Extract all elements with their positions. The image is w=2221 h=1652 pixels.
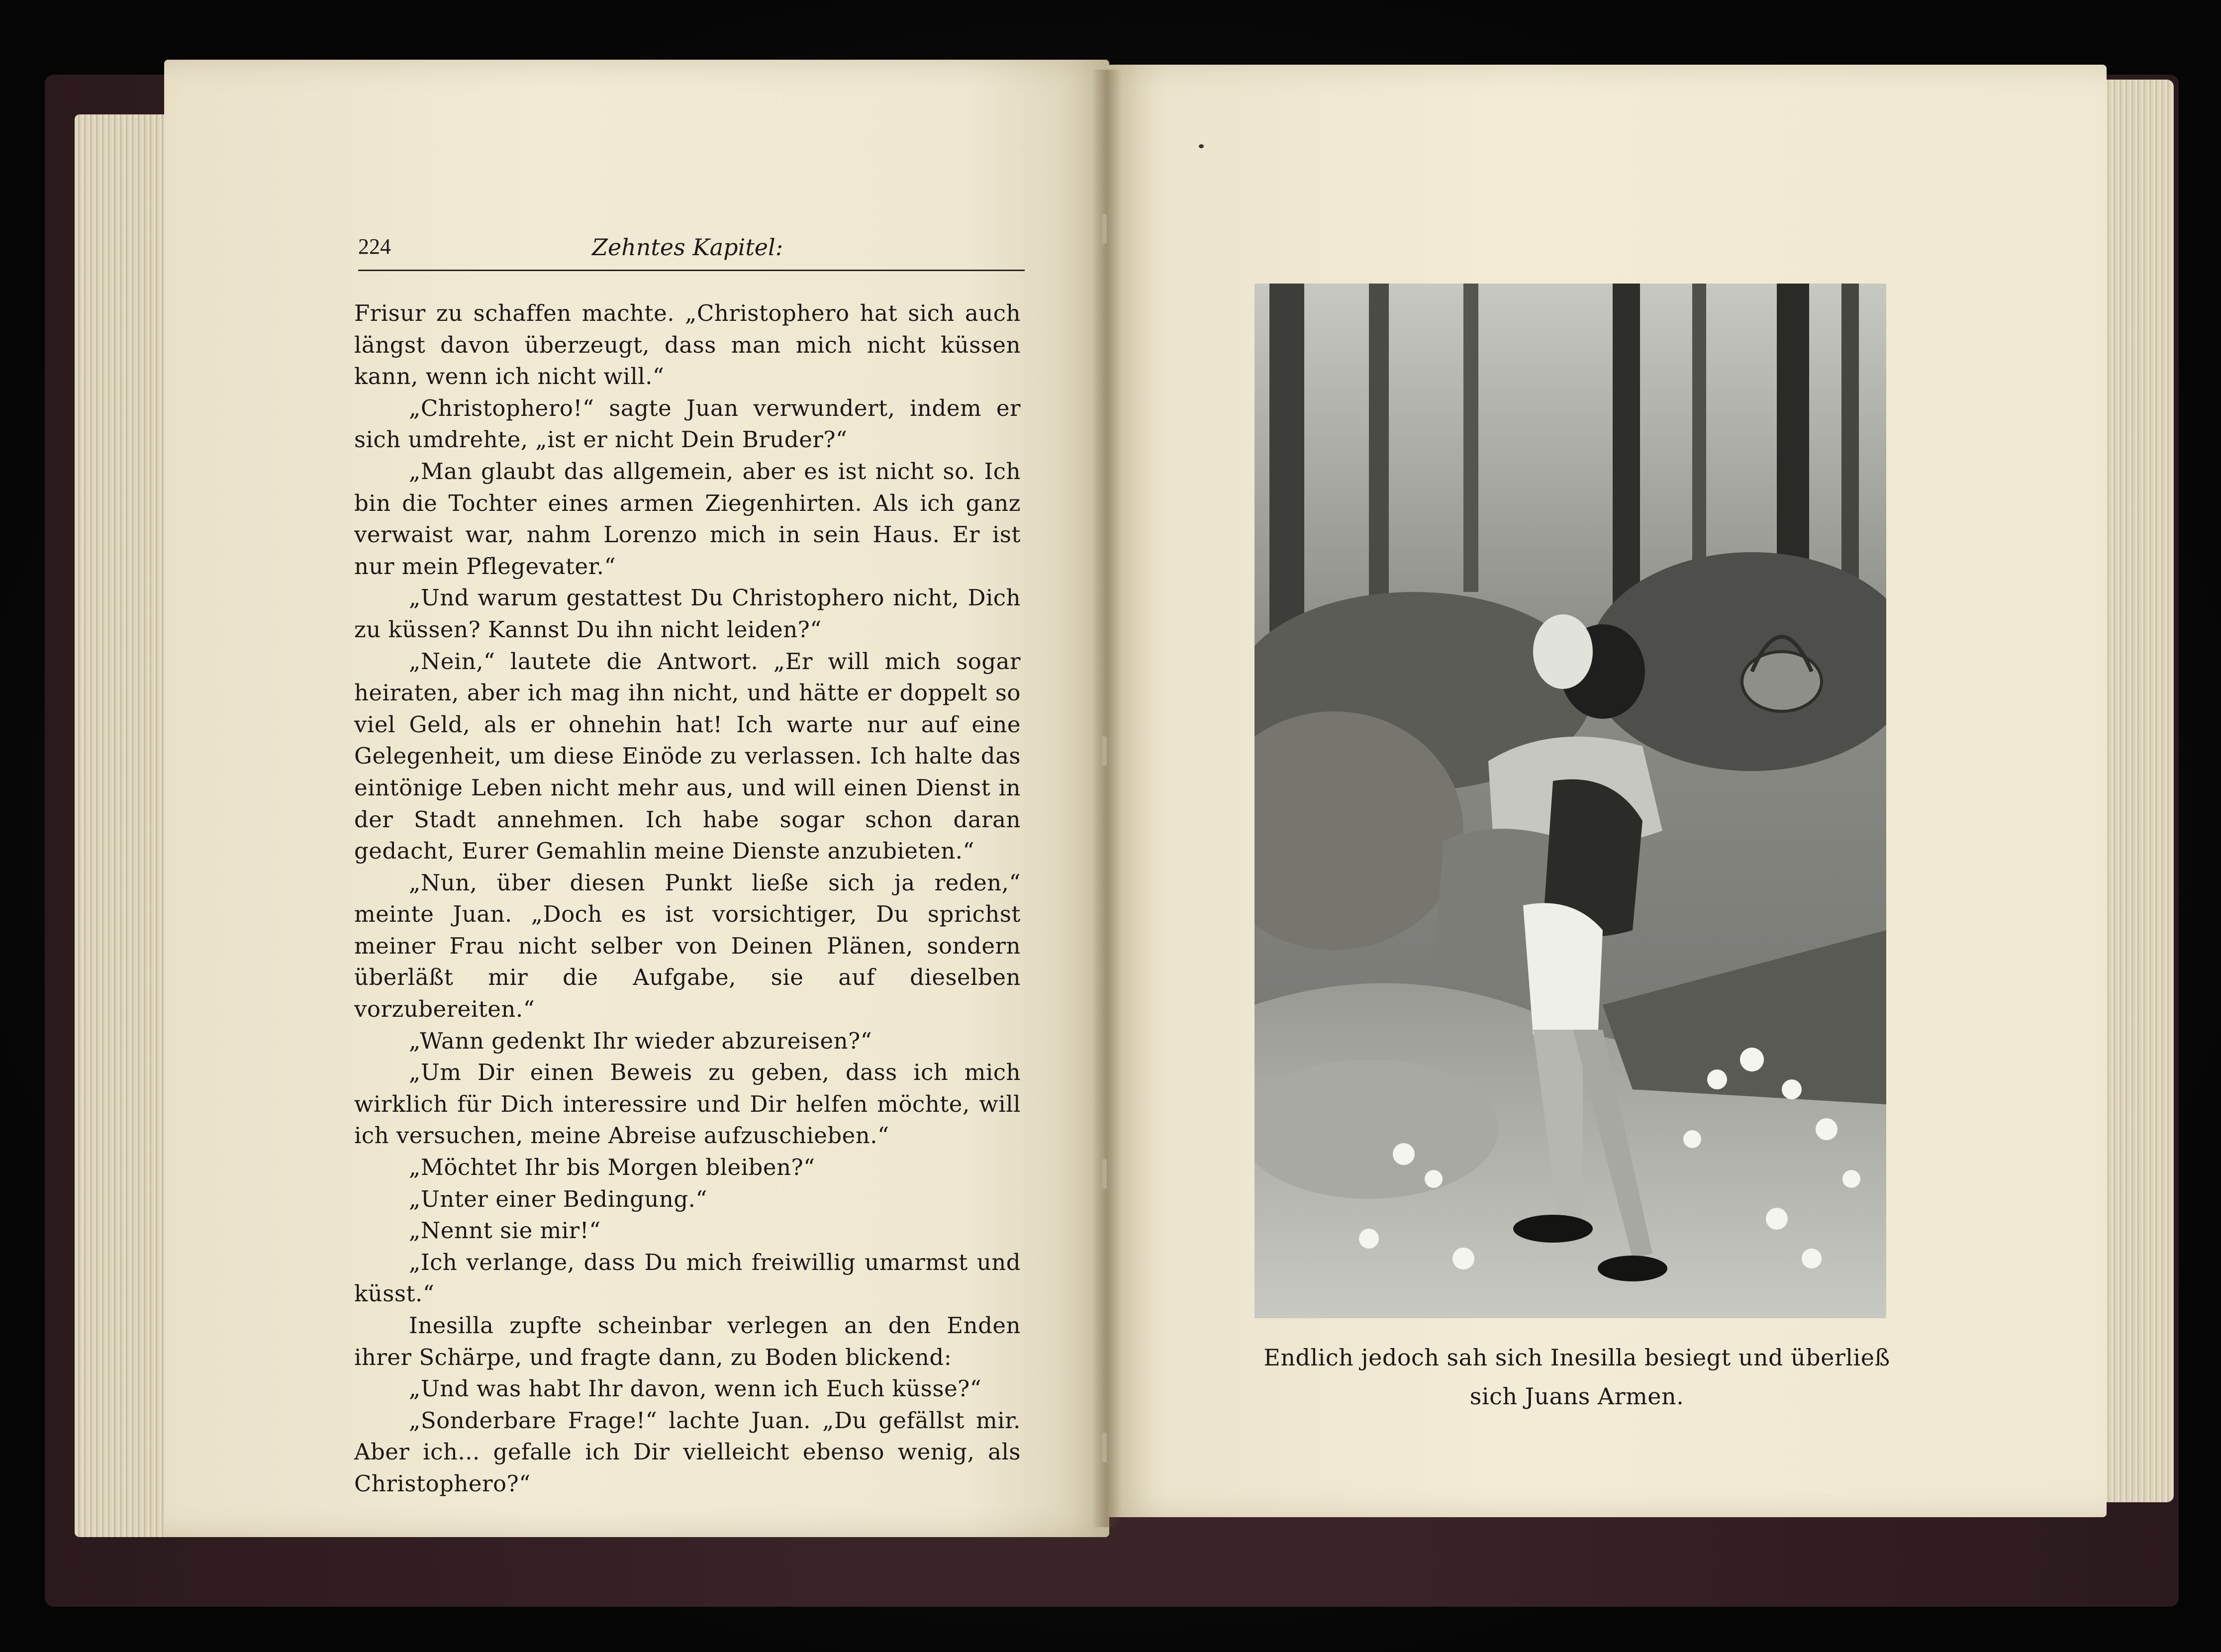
paragraph: „Christophero!“ sagte Juan verwundert, indem er sich umdrehte, „ist er nicht Dein Bruder?“ [354, 394, 1021, 453]
chapter-title: Zehntes Kapitel: [592, 234, 783, 261]
book-gutter [1092, 70, 1122, 1527]
paragraph: „Und warum gestattest Du Christophero nicht, Dich zu küssen? Kannst Du ihn nicht leiden?“ [354, 584, 1021, 643]
illustration-caption: Endlich jedoch sah sich Inesilla besiegt und überließ sich Juans Armen. [1263, 1344, 1890, 1410]
paragraph: „Man glaubt das allgemein, aber es ist nicht so. Ich bin die Tochter eines armen Ziegenhirten. Als ich ganz verwaist war, nahm Lorenzo mich in sein Haus. Er ist nur mein Pflegevater.“ [354, 458, 1021, 580]
binding-stitch [1102, 1159, 1107, 1189]
paragraph: „Ich verlange, dass Du mich freiwillig umarmst und küsst.“ [354, 1249, 1021, 1307]
paragraph: Inesilla zupfte scheinbar verlegen an den Enden ihrer Schärpe, und fragte dann, zu Boden blickend: [354, 1312, 1021, 1370]
paragraph: „Nun, über diesen Punkt ließe sich ja reden,“ meinte Juan. „Doch es ist vorsichtiger, Du sprichst meiner Frau nicht selber von Deinen Plänen, sondern überläßt mir die Aufgabe, sie auf dieselben vorzubereiten.“ [354, 869, 1021, 1023]
binding-stitch [1102, 736, 1107, 766]
paragraph: „Wann gedenkt Ihr wieder abzureisen?“ [409, 1027, 872, 1054]
paragraph: „Nennt sie mir!“ [409, 1217, 601, 1244]
binding-stitch [1102, 214, 1107, 244]
paragraph: „Um Dir einen Beweis zu geben, dass ich mich wirklich für Dich interessire und Dir helfen möchte, will ich versuchen, meine Abreise aufzuschieben.“ [354, 1059, 1021, 1149]
paragraph: „Sonderbare Frage!“ lachte Juan. „Du gefällst mir. Aber ich... gefalle ich Dir vielleicht ebenso wenig, als Christophero?“ [354, 1407, 1021, 1497]
paragraph: Frisur zu schaffen machte. „Christophero hat sich auch längst davon überzeugt, dass man mich nicht küssen kann, wenn ich nicht will.“ [354, 300, 1021, 390]
page-number: 224 [358, 234, 391, 259]
body-text [354, 297, 1021, 1500]
page-edges-left [75, 114, 179, 1537]
illustration-engraving [1255, 284, 1886, 1318]
paragraph: „Möchtet Ihr bis Morgen bleiben?“ [409, 1154, 815, 1181]
binding-stitch [1102, 1433, 1107, 1462]
paragraph: „Nein,“ lautete die Antwort. „Er will mich sogar heiraten, aber ich mag ihn nicht, und hätte er doppelt so viel Geld, als er ohnehin hat! Ich warte nur auf eine Gelegenheit, um diese Einöde zu verlassen. Ich halte das eintönige Leben nicht mehr aus, und will einen Dienst in der Stadt annehmen. Ich habe sogar schon daran gedacht, Eurer Gemahlin meine Dienste anzubieten.“ [354, 648, 1021, 865]
page-edges-right [2104, 80, 2174, 1502]
paragraph: „Unter einer Bedingung.“ [409, 1185, 707, 1212]
paragraph: „Und was habt Ihr davon, wenn ich Euch küsse?“ [409, 1375, 982, 1402]
header-rule [358, 270, 1025, 271]
paper-speck [1199, 144, 1204, 148]
